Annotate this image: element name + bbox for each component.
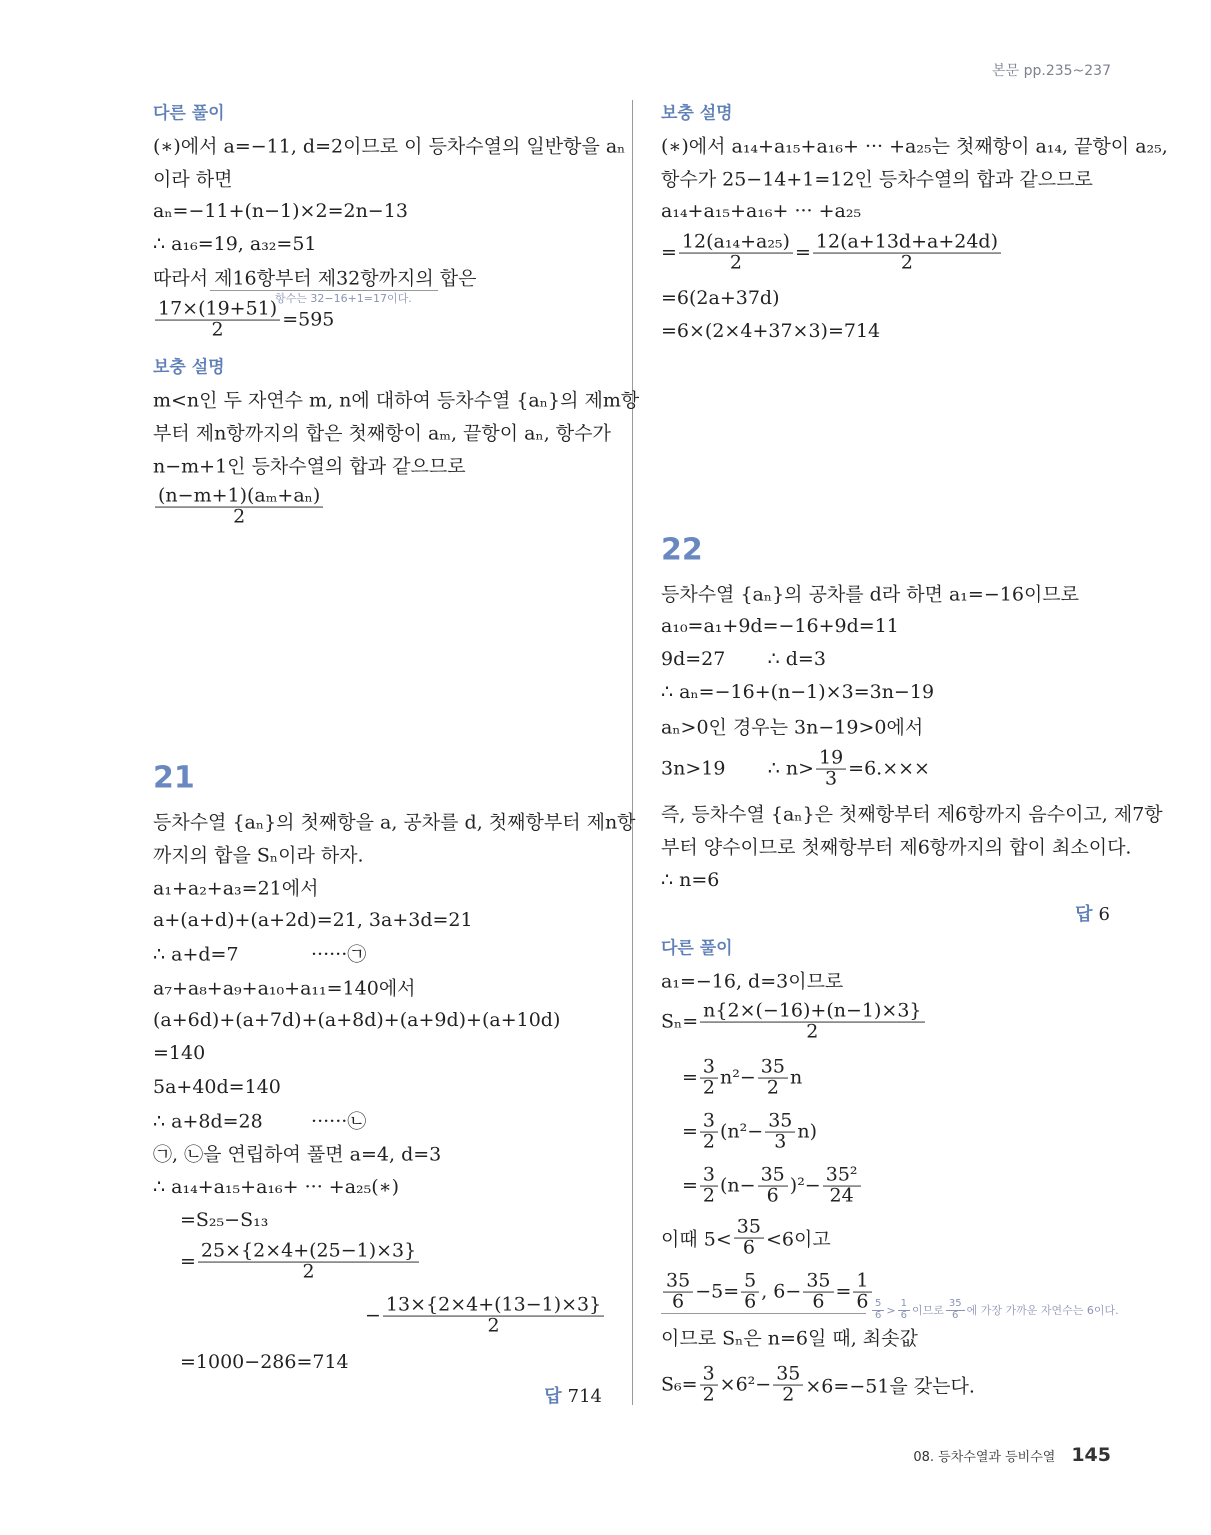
numerator: n{2×(−16)+(n−1)×3} bbox=[700, 1002, 924, 1023]
numerator: 12(a+13d+a+24d) bbox=[813, 233, 1001, 254]
math-text: ∴ aₙ=−16+(n−1)×3=3n−19 bbox=[661, 681, 935, 703]
alt-solution-line bbox=[661, 967, 843, 994]
supplement-line bbox=[661, 132, 1168, 159]
page-reference: 본문 pp.235~237 bbox=[992, 63, 1111, 79]
math-text: =1000−286=714 bbox=[180, 1351, 349, 1373]
solution-line bbox=[661, 746, 930, 790]
fraction bbox=[663, 1269, 693, 1313]
fraction bbox=[155, 297, 280, 341]
numerator: 3 bbox=[700, 1112, 718, 1133]
answer-label: 답 bbox=[1075, 904, 1093, 925]
denominator: 6 bbox=[766, 1184, 779, 1207]
math-text: 부터 양수이므로 첫째항부터 제6항까지의 합이 최소이다. bbox=[661, 836, 1132, 859]
numerator: 19 bbox=[816, 749, 846, 770]
math-text: a₁+a₂+a₃=21에서 bbox=[153, 877, 319, 900]
solution-line bbox=[180, 1351, 349, 1373]
solution-line bbox=[365, 1293, 606, 1337]
solution-line bbox=[153, 1107, 366, 1134]
term-count-note: 항수는 32−16+1=17이다. bbox=[275, 292, 412, 305]
answer-label: 답 bbox=[544, 1386, 562, 1407]
fraction bbox=[700, 999, 924, 1043]
math-text: 5a+40d=140 bbox=[153, 1076, 281, 1098]
denominator: 6 bbox=[812, 1290, 825, 1313]
solution-line bbox=[153, 974, 416, 1001]
denominator: 6 bbox=[744, 1290, 757, 1313]
math-text: (∗)에서 a₁₄+a₁₅+a₁₆+ ··· +a₂₅는 첫째항이 a₁₄, 끝항이 a₂₅, bbox=[661, 135, 1168, 158]
supplement-line bbox=[153, 452, 466, 479]
math-text: 에 가장 가까운 자연수는 6이다. bbox=[966, 1304, 1119, 1317]
note-underline bbox=[661, 1313, 866, 1314]
denominator: 6 bbox=[856, 1290, 869, 1313]
math-text: =6.××× bbox=[848, 758, 930, 780]
numerator: 3 bbox=[700, 1166, 718, 1187]
fraction bbox=[734, 1215, 764, 1259]
numerator: 35 bbox=[758, 1166, 788, 1187]
numerator: 5 bbox=[872, 1299, 884, 1311]
math-text: S₆= bbox=[661, 1374, 698, 1396]
math-text: (a+6d)+(a+7d)+(a+8d)+(a+9d)+(a+10d) bbox=[153, 1009, 561, 1031]
math-text: ∴ a+d=7 ······㉠ bbox=[153, 943, 367, 966]
numerator: 35 bbox=[765, 1112, 795, 1133]
problem-21-number: 21 bbox=[153, 760, 195, 796]
numerator: 3 bbox=[700, 1058, 718, 1079]
problem-22-answer bbox=[1075, 900, 1110, 926]
math-text: (∗)에서 a=−11, d=2이므로 이 등차수열의 일반항을 aₙ bbox=[153, 135, 626, 158]
denominator: 6 bbox=[742, 1236, 755, 1259]
left-supplement-heading: 보충 설명 bbox=[153, 357, 225, 378]
left-alt-solution-heading: 다른 풀이 bbox=[153, 103, 225, 124]
solution-line bbox=[153, 1176, 399, 1198]
denominator: 2 bbox=[702, 1184, 716, 1207]
denominator: 2 bbox=[766, 1076, 779, 1099]
numerator: 5 bbox=[741, 1272, 759, 1293]
fraction bbox=[946, 1299, 965, 1321]
math-text: , 6− bbox=[761, 1281, 802, 1303]
alt-solution-line bbox=[661, 999, 927, 1043]
fraction bbox=[816, 746, 846, 790]
solution-line bbox=[661, 800, 1163, 827]
page-footer bbox=[913, 1444, 1111, 1466]
solution-line bbox=[661, 681, 934, 703]
fraction bbox=[853, 1269, 871, 1313]
math-text: ∴ a₁₆=19, a₃₂=51 bbox=[153, 233, 317, 255]
solution-line bbox=[661, 648, 826, 670]
fraction bbox=[741, 1269, 759, 1313]
solution-line bbox=[153, 1140, 441, 1167]
solution-line bbox=[153, 940, 366, 967]
answer-value: 6 bbox=[1098, 904, 1110, 925]
math-text: = bbox=[794, 242, 811, 264]
numerator: 17×(19+51) bbox=[155, 300, 280, 321]
math-text: =S₂₅−S₁₃ bbox=[180, 1209, 269, 1231]
fraction bbox=[872, 1299, 884, 1321]
alt-solution-line bbox=[661, 1215, 831, 1259]
alt-solution-line bbox=[153, 200, 408, 222]
math-text: ∴ n=6 bbox=[661, 869, 720, 891]
math-text: m<n인 두 자연수 m, n에 대하여 등차수열 {aₙ}의 제m항 bbox=[153, 389, 640, 412]
alt-solution-line bbox=[661, 1269, 874, 1313]
alt-solution-line bbox=[153, 264, 476, 291]
math-text: = bbox=[682, 1175, 698, 1197]
denominator: 3 bbox=[774, 1130, 787, 1153]
alt-solution-line bbox=[682, 1163, 863, 1207]
math-text: n−m+1인 등차수열의 합과 같으므로 bbox=[153, 455, 466, 478]
math-text: a+(a+d)+(a+2d)=21, 3a+3d=21 bbox=[153, 909, 473, 931]
numerator: 35 bbox=[946, 1299, 965, 1311]
alt-solution-line bbox=[153, 297, 335, 341]
fraction bbox=[383, 1293, 604, 1337]
math-text: =6×(2×4+37×3)=714 bbox=[661, 320, 881, 342]
denominator: 2 bbox=[729, 251, 742, 274]
solution-line bbox=[661, 615, 899, 637]
numerator: 35 bbox=[734, 1218, 764, 1239]
supplement-line bbox=[661, 287, 780, 309]
page-number: 145 bbox=[1071, 1444, 1111, 1466]
right-supplement-heading: 보충 설명 bbox=[661, 103, 733, 124]
math-text: )²− bbox=[789, 1175, 821, 1197]
alt-solution-line bbox=[153, 165, 232, 192]
solution-line bbox=[180, 1239, 421, 1283]
supplement-line bbox=[153, 484, 325, 528]
denominator: 2 bbox=[782, 1383, 795, 1406]
numerator: 35 bbox=[773, 1365, 803, 1386]
fraction bbox=[198, 1239, 419, 1283]
math-text: (n− bbox=[720, 1175, 756, 1197]
math-text: <6이고 bbox=[765, 1228, 831, 1251]
math-text: 즉, 등차수열 {aₙ}은 첫째항부터 제6항까지 음수이고, 제7항 bbox=[661, 803, 1163, 826]
math-text: > bbox=[886, 1303, 896, 1317]
math-text: − bbox=[365, 1305, 381, 1327]
numerator: 13×{2×4+(13−1)×3} bbox=[383, 1296, 604, 1317]
problem-21-answer bbox=[544, 1382, 602, 1408]
math-text: a₁₄+a₁₅+a₁₆+ ··· +a₂₅ bbox=[661, 200, 862, 222]
math-text: 까지의 합을 Sₙ이라 하자. bbox=[153, 844, 364, 867]
solution-line bbox=[661, 833, 1131, 860]
math-text: = bbox=[682, 1067, 698, 1089]
math-text: ∴ a+8d=28 ······㉡ bbox=[153, 1110, 367, 1133]
alt-solution-line bbox=[153, 132, 625, 159]
supplement-line bbox=[153, 419, 611, 446]
fraction bbox=[700, 1055, 718, 1099]
denominator: 6 bbox=[875, 1309, 882, 1321]
fraction bbox=[823, 1163, 861, 1207]
fraction bbox=[758, 1163, 788, 1207]
solution-line bbox=[180, 1209, 268, 1231]
nearest-integer-note bbox=[870, 1299, 1119, 1321]
solution-line bbox=[153, 841, 364, 868]
alt-solution-line bbox=[682, 1055, 803, 1099]
numerator: 35 bbox=[758, 1058, 788, 1079]
denominator: 24 bbox=[829, 1184, 854, 1207]
math-text: Sₙ= bbox=[661, 1011, 699, 1033]
denominator: 2 bbox=[900, 251, 913, 274]
math-text: 3n>19 ∴ n> bbox=[661, 758, 814, 780]
supplement-line bbox=[661, 200, 861, 222]
math-text: =140 bbox=[153, 1042, 206, 1064]
solution-line bbox=[153, 874, 318, 901]
denominator: 2 bbox=[702, 1076, 716, 1099]
denominator: 6 bbox=[900, 1309, 907, 1321]
denominator: 2 bbox=[702, 1383, 715, 1406]
denominator: 3 bbox=[825, 767, 838, 790]
alt-solution-line bbox=[682, 1109, 818, 1153]
numerator: 12(a₁₄+a₂₅) bbox=[679, 233, 793, 254]
denominator: 2 bbox=[806, 1020, 819, 1043]
numerator: 3 bbox=[700, 1365, 718, 1386]
fraction bbox=[758, 1055, 788, 1099]
math-text: ×6²− bbox=[719, 1374, 772, 1396]
answer-value: 714 bbox=[567, 1386, 602, 1407]
fraction bbox=[813, 230, 1001, 274]
math-text: (n²− bbox=[720, 1121, 764, 1143]
math-text: 등차수열 {aₙ}의 첫째항을 a, 공차를 d, 첫째항부터 제n항 bbox=[153, 811, 636, 834]
supplement-line bbox=[661, 165, 1093, 192]
numerator: 35 bbox=[663, 1272, 693, 1293]
math-text: 따라서 제16항부터 제32항까지의 합은 bbox=[153, 267, 477, 290]
math-text: 부터 제n항까지의 합은 첫째항이 aₘ, 끝항이 aₙ, 항수가 bbox=[153, 422, 611, 445]
math-text: =6(2a+37d) bbox=[661, 287, 780, 309]
solution-line bbox=[153, 1042, 205, 1064]
math-text: 9d=27 ∴ d=3 bbox=[661, 648, 826, 670]
numerator: 25×{2×4+(25−1)×3} bbox=[198, 1242, 419, 1263]
supplement-line bbox=[153, 386, 639, 413]
math-text: 이라 하면 bbox=[153, 168, 233, 191]
fraction bbox=[898, 1299, 910, 1321]
math-text: a₇+a₈+a₉+a₁₀+a₁₁=140에서 bbox=[153, 977, 416, 1000]
math-text: = bbox=[835, 1281, 852, 1303]
column-divider bbox=[632, 100, 633, 1405]
math-text: 이때 5< bbox=[661, 1228, 732, 1251]
math-text: n) bbox=[797, 1121, 818, 1143]
alt-solution-line bbox=[661, 1324, 918, 1351]
right-alt-solution-heading: 다른 풀이 bbox=[661, 938, 733, 959]
denominator: 2 bbox=[302, 1260, 315, 1283]
math-text: = bbox=[682, 1121, 698, 1143]
denominator: 6 bbox=[672, 1290, 685, 1313]
fraction bbox=[700, 1109, 718, 1153]
math-text: 등차수열 {aₙ}의 공차를 d라 하면 a₁=−16이므로 bbox=[661, 583, 1080, 606]
alt-solution-line bbox=[661, 1362, 975, 1406]
math-text: ∴ a₁₄+a₁₅+a₁₆+ ··· +a₂₅(∗) bbox=[153, 1176, 399, 1198]
math-text: n bbox=[789, 1067, 803, 1089]
math-text: aₙ=−11+(n−1)×2=2n−13 bbox=[153, 200, 408, 222]
math-text: =595 bbox=[282, 309, 335, 331]
denominator: 2 bbox=[211, 318, 224, 341]
fraction bbox=[155, 484, 323, 528]
math-text: = bbox=[661, 242, 677, 264]
fraction bbox=[700, 1362, 718, 1406]
math-text: ㉠, ㉡을 연립하여 풀면 a=4, d=3 bbox=[153, 1143, 442, 1166]
solution-line bbox=[153, 808, 636, 835]
denominator: 2 bbox=[233, 505, 246, 528]
solution-line bbox=[153, 909, 473, 931]
fraction bbox=[700, 1163, 718, 1207]
math-text: 이므로 Sₙ은 n=6일 때, 최솟값 bbox=[661, 1327, 918, 1350]
numerator: 1 bbox=[898, 1299, 910, 1311]
supplement-line bbox=[661, 230, 1003, 274]
math-text: 항수가 25−14+1=12인 등차수열의 합과 같으므로 bbox=[661, 168, 1093, 191]
denominator: 6 bbox=[952, 1309, 959, 1321]
solution-line bbox=[153, 1076, 281, 1098]
fraction bbox=[773, 1362, 803, 1406]
solution-line bbox=[153, 1009, 560, 1031]
math-text: n²− bbox=[720, 1067, 756, 1089]
numerator: 35 bbox=[803, 1272, 833, 1293]
numerator: 35² bbox=[823, 1166, 861, 1187]
math-text: a₁₀=a₁+9d=−16+9d=11 bbox=[661, 615, 899, 637]
fraction bbox=[765, 1109, 795, 1153]
math-text: aₙ>0인 경우는 3n−19>0에서 bbox=[661, 716, 924, 739]
solution-line bbox=[661, 580, 1079, 607]
math-text: a₁=−16, d=3이므로 bbox=[661, 970, 844, 993]
math-text: = bbox=[180, 1251, 196, 1273]
supplement-line bbox=[661, 320, 880, 342]
alt-solution-line bbox=[153, 233, 317, 255]
fraction bbox=[803, 1269, 833, 1313]
math-text: ×6=−51을 갖는다. bbox=[805, 1375, 975, 1398]
fraction bbox=[679, 230, 793, 274]
chapter-title: 08. 등차수열과 등비수열 bbox=[913, 1450, 1056, 1465]
solution-line bbox=[661, 713, 923, 740]
numerator: 1 bbox=[853, 1272, 871, 1293]
math-text: 이므로 bbox=[911, 1304, 944, 1317]
denominator: 2 bbox=[487, 1314, 500, 1337]
denominator: 2 bbox=[702, 1130, 716, 1153]
numerator: (n−m+1)(aₘ+aₙ) bbox=[155, 487, 323, 508]
problem-22-number: 22 bbox=[661, 532, 703, 568]
math-text: −5= bbox=[695, 1281, 740, 1303]
solution-line bbox=[661, 869, 719, 891]
